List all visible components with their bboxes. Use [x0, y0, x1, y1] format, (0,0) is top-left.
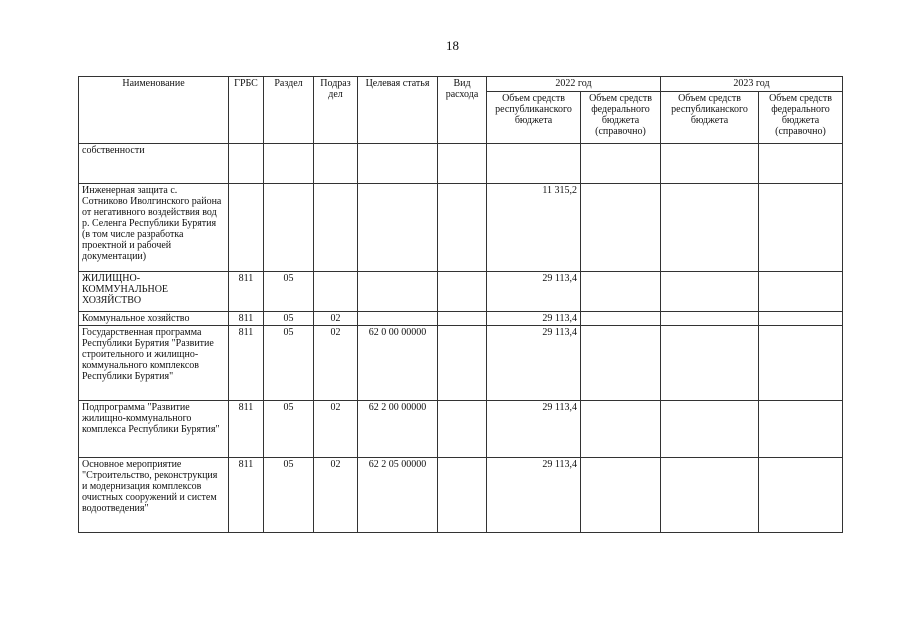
cell-f22 [581, 458, 661, 533]
cell-name: ЖИЛИЩНО-КОММУНАЛЬНОЕ ХОЗЯЙСТВО [79, 272, 229, 312]
cell-f23 [759, 144, 843, 184]
cell-target: 62 2 05 00000 [358, 458, 438, 533]
cell-grbs [229, 144, 264, 184]
table-row [79, 326, 843, 401]
cell-f23 [759, 272, 843, 312]
cell-pr [314, 144, 358, 184]
cell-name: Инженерная защита с. Сотниково Иволгинского района от негативного воздействия вод р. Селенга Республики Бурятия (в том числе разработка проектной и рабочей документации) [79, 184, 229, 272]
page-number: 18 [446, 38, 459, 53]
cell-target: 62 0 00 00000 [358, 326, 438, 401]
table-row [79, 272, 843, 312]
header-fed-2023: Объем средств федерального бюджета (справочно) [759, 92, 843, 144]
cell-pr: 02 [314, 401, 358, 458]
cell-grbs: 811 [229, 401, 264, 458]
cell-target [358, 144, 438, 184]
cell-r23 [661, 458, 759, 533]
cell-razdel: 05 [264, 272, 314, 312]
cell-r23 [661, 272, 759, 312]
header-podrazdel: Подраз дел [314, 77, 358, 144]
header-target: Целевая статья [358, 77, 438, 144]
cell-vid [438, 458, 487, 533]
cell-grbs: 811 [229, 326, 264, 401]
cell-f23 [759, 401, 843, 458]
cell-r23 [661, 401, 759, 458]
cell-razdel: 05 [264, 312, 314, 326]
cell-vid [438, 272, 487, 312]
cell-vid [438, 401, 487, 458]
cell-name: Коммунальное хозяйство [79, 312, 229, 326]
cell-f23 [759, 184, 843, 272]
cell-f22 [581, 184, 661, 272]
cell-target: 62 2 00 00000 [358, 401, 438, 458]
cell-razdel: 05 [264, 458, 314, 533]
cell-name: Подпрограмма "Развитие жилищно-коммунального комплекса Республики Бурятия" [79, 401, 229, 458]
cell-f23 [759, 326, 843, 401]
cell-r23 [661, 184, 759, 272]
cell-pr: 02 [314, 458, 358, 533]
cell-f22 [581, 401, 661, 458]
cell-f22 [581, 312, 661, 326]
table-row [79, 144, 843, 184]
header-fed-2022: Объем средств федерального бюджета (справочно) [581, 92, 661, 144]
header-vid: Вид расхода [438, 77, 487, 144]
cell-grbs: 811 [229, 458, 264, 533]
cell-r22: 29 113,4 [487, 401, 581, 458]
cell-name: Государственная программа Республики Бурятия "Развитие строительного и жилищно-коммунального комплексов Республики Бурятия" [79, 326, 229, 401]
cell-r22: 11 315,2 [487, 184, 581, 272]
cell-f22 [581, 326, 661, 401]
cell-f22 [581, 272, 661, 312]
header-year-2023: 2023 год [661, 77, 843, 92]
cell-pr: 02 [314, 312, 358, 326]
cell-vid [438, 326, 487, 401]
cell-target [358, 312, 438, 326]
cell-r23 [661, 326, 759, 401]
header-razdel: Раздел [264, 77, 314, 144]
cell-f23 [759, 312, 843, 326]
table-row [79, 184, 843, 272]
cell-r23 [661, 312, 759, 326]
cell-grbs [229, 184, 264, 272]
cell-r22: 29 113,4 [487, 326, 581, 401]
cell-pr [314, 184, 358, 272]
table-row [79, 458, 843, 533]
header-rep-2023: Объем средств республиканского бюджета [661, 92, 759, 144]
cell-r22 [487, 144, 581, 184]
cell-pr [314, 272, 358, 312]
cell-r23 [661, 144, 759, 184]
cell-vid [438, 144, 487, 184]
cell-grbs: 811 [229, 312, 264, 326]
budget-table [78, 76, 843, 533]
cell-target [358, 184, 438, 272]
cell-razdel: 05 [264, 401, 314, 458]
cell-name: собственности [79, 144, 229, 184]
cell-target [358, 272, 438, 312]
header-rep-2022: Объем средств республиканского бюджета [487, 92, 581, 144]
cell-name: Основное мероприятие "Строительство, реконструкция и модернизация комплексов очистных сооружений и систем водоотведения" [79, 458, 229, 533]
cell-r22: 29 113,4 [487, 272, 581, 312]
cell-vid [438, 312, 487, 326]
cell-r22: 29 113,4 [487, 458, 581, 533]
header-year-2022: 2022 год [487, 77, 661, 92]
cell-razdel [264, 144, 314, 184]
table-row [79, 401, 843, 458]
cell-f22 [581, 144, 661, 184]
header-grbs: ГРБС [229, 77, 264, 144]
cell-razdel [264, 184, 314, 272]
cell-f23 [759, 458, 843, 533]
cell-grbs: 811 [229, 272, 264, 312]
cell-vid [438, 184, 487, 272]
cell-razdel: 05 [264, 326, 314, 401]
table-row [79, 312, 843, 326]
header-name: Наименование [79, 77, 229, 144]
cell-pr: 02 [314, 326, 358, 401]
cell-r22: 29 113,4 [487, 312, 581, 326]
